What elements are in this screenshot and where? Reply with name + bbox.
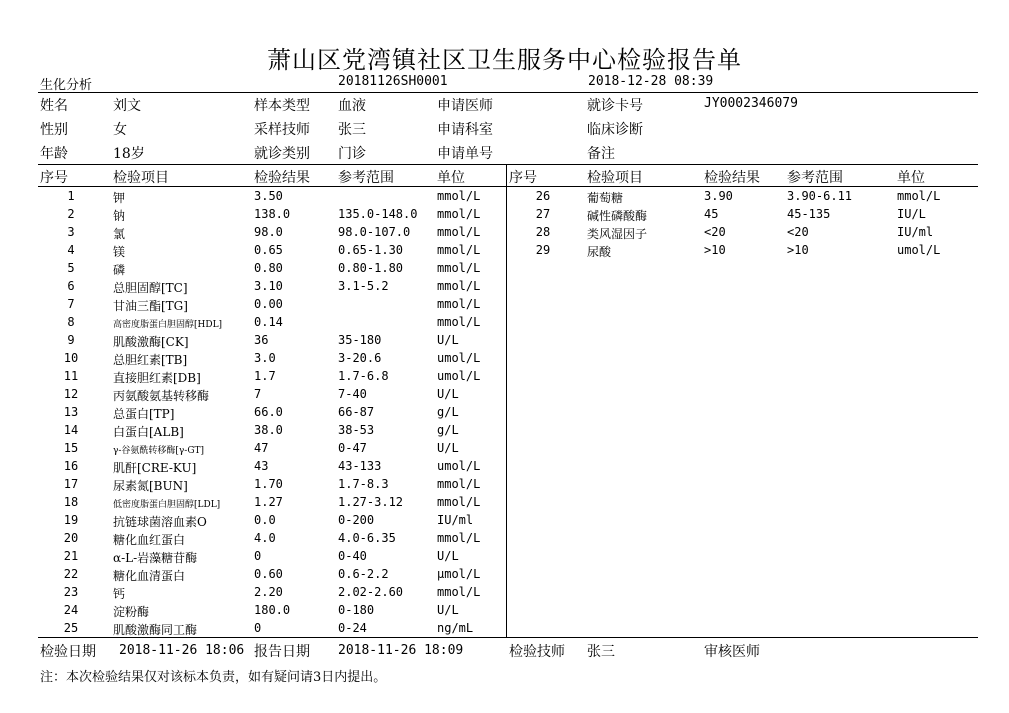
- visit-type: 门诊: [338, 146, 366, 162]
- table-row: [0, 261, 1009, 279]
- row-item: 类风湿因子: [587, 227, 648, 241]
- row-unit: μmol/L: [437, 567, 481, 581]
- row-range: 98.0-107.0: [338, 225, 411, 239]
- sample-type: 血液: [338, 98, 366, 114]
- row-number: 27: [535, 207, 551, 221]
- row-unit: umol/L: [437, 369, 481, 383]
- row-number: 3: [67, 225, 75, 239]
- row-unit: mmol/L: [437, 225, 481, 239]
- header-range-right: 参考范围: [787, 170, 843, 186]
- row-item: 尿酸: [587, 245, 612, 259]
- row-unit: mmol/L: [437, 279, 481, 293]
- row-item: 肌酸激酶同工酶: [113, 623, 198, 637]
- row-range: 0.6-2.2: [338, 567, 389, 581]
- row-result: 36: [254, 333, 269, 347]
- row-number: 16: [63, 459, 79, 473]
- row-unit: mmol/L: [437, 531, 481, 545]
- row-number: 23: [63, 585, 79, 599]
- row-range: 3-20.6: [338, 351, 382, 365]
- report-date: 2018-11-26 18:09: [338, 643, 464, 658]
- test-date: 2018-11-26 18:06: [119, 643, 245, 658]
- row-item: 直接胆红素[DB]: [113, 371, 201, 385]
- row-result: 1.7: [254, 369, 276, 383]
- row-range: 2.02-2.60: [338, 585, 404, 599]
- row-number: 12: [63, 387, 79, 401]
- row-item: 尿素氮[BUN]: [113, 479, 188, 493]
- row-unit: mmol/L: [437, 315, 481, 329]
- row-item: 淀粉酶: [113, 605, 150, 619]
- tech-label: 采样技师: [254, 122, 310, 138]
- row-number: 20: [63, 531, 79, 545]
- row-range: 38-53: [338, 423, 375, 437]
- row-item: 镁: [113, 245, 126, 259]
- table-row: [0, 369, 1009, 387]
- row-range: 4.0-6.35: [338, 531, 396, 545]
- row-unit: mmol/L: [437, 207, 481, 221]
- row-range: 0.65-1.30: [338, 243, 404, 257]
- row-number: 28: [535, 225, 551, 239]
- row-result: 0: [254, 621, 262, 635]
- table-row: [0, 243, 1009, 261]
- row-item: 钾: [113, 191, 126, 205]
- row-unit: IU/ml: [437, 513, 474, 527]
- header-range: 参考范围: [338, 170, 394, 186]
- row-range: 35-180: [338, 333, 382, 347]
- row-unit: U/L: [437, 387, 459, 401]
- table-row: [0, 495, 1009, 513]
- row-number: 6: [67, 279, 75, 293]
- row-range: 0-40: [338, 549, 367, 563]
- row-result: 3.50: [254, 189, 283, 203]
- row-result: 180.0: [254, 603, 291, 617]
- sex-label: 性别: [40, 122, 68, 138]
- row-unit: mmol/L: [437, 261, 481, 275]
- row-item: 葡萄糖: [587, 191, 624, 205]
- divider-bottom: [38, 637, 978, 638]
- row-result: 138.0: [254, 207, 291, 221]
- table-row: [0, 405, 1009, 423]
- row-item: 钠: [113, 209, 126, 223]
- row-result: 0.0: [254, 513, 276, 527]
- row-item: 糖化血清蛋白: [113, 569, 186, 583]
- row-number: 17: [63, 477, 79, 491]
- divider-header: [38, 186, 978, 187]
- row-result: 98.0: [254, 225, 283, 239]
- row-item: 钙: [113, 587, 126, 601]
- row-result: 7: [254, 387, 262, 401]
- dept-label: 申请科室: [437, 122, 493, 138]
- row-number: 22: [63, 567, 79, 581]
- row-number: 11: [63, 369, 79, 383]
- row-result: 45: [704, 207, 719, 221]
- row-result: >10: [704, 243, 726, 257]
- row-number: 7: [67, 297, 75, 311]
- row-unit: U/L: [437, 333, 459, 347]
- row-item: 氯: [113, 227, 126, 241]
- row-result: 0.60: [254, 567, 283, 581]
- row-number: 1: [67, 189, 75, 203]
- row-number: 18: [63, 495, 79, 509]
- row-result: 0.00: [254, 297, 283, 311]
- report-title: 萧山区党湾镇社区卫生服务中心检验报告单: [267, 46, 742, 74]
- print-datetime: 2018-12-28 08:39: [588, 74, 714, 89]
- report-date-label: 报告日期: [254, 644, 310, 660]
- row-result: 2.20: [254, 585, 283, 599]
- row-unit: g/L: [437, 405, 459, 419]
- age-label: 年龄: [40, 146, 68, 162]
- remark-label: 备注: [587, 146, 615, 162]
- table-row: [0, 189, 1009, 207]
- row-result: 4.0: [254, 531, 276, 545]
- row-item: 碱性磷酸酶: [587, 209, 648, 223]
- request-no-label: 申请单号: [437, 146, 493, 162]
- name-label: 姓名: [40, 98, 68, 114]
- row-range: >10: [787, 243, 809, 257]
- row-result: <20: [704, 225, 726, 239]
- table-row: [0, 603, 1009, 621]
- visit-type-label: 就诊类别: [254, 146, 310, 162]
- row-result: 1.27: [254, 495, 283, 509]
- table-row: [0, 513, 1009, 531]
- row-unit: mmol/L: [437, 297, 481, 311]
- row-unit: U/L: [437, 549, 459, 563]
- table-row: [0, 585, 1009, 603]
- row-number: 26: [535, 189, 551, 203]
- row-item: 白蛋白[ALB]: [113, 425, 184, 439]
- row-range: 135.0-148.0: [338, 207, 418, 221]
- row-number: 5: [67, 261, 75, 275]
- row-range: <20: [787, 225, 809, 239]
- row-range: 3.1-5.2: [338, 279, 389, 293]
- row-unit: g/L: [437, 423, 459, 437]
- table-row: [0, 297, 1009, 315]
- row-number: 10: [63, 351, 79, 365]
- header-result-right: 检验结果: [704, 170, 760, 186]
- row-unit: mmol/L: [897, 189, 941, 203]
- row-range: 43-133: [338, 459, 382, 473]
- row-unit: mmol/L: [437, 585, 481, 599]
- table-row: [0, 423, 1009, 441]
- row-item: 肌酸激酶[CK]: [113, 335, 189, 349]
- row-unit: ng/mL: [437, 621, 474, 635]
- row-unit: umol/L: [437, 459, 481, 473]
- row-unit: mmol/L: [437, 477, 481, 491]
- row-result: 66.0: [254, 405, 283, 419]
- row-item: 甘油三酯[TG]: [113, 299, 188, 313]
- table-row: [0, 207, 1009, 225]
- row-number: 15: [63, 441, 79, 455]
- row-item: 肌酐[CRE-KU]: [113, 461, 197, 475]
- row-number: 21: [63, 549, 79, 563]
- row-item: α-L-岩藻糖苷酶: [113, 551, 198, 565]
- row-item: 低密度脂蛋白胆固醇[LDL]: [113, 500, 221, 510]
- header-item-right: 检验项目: [587, 170, 643, 186]
- patient-name: 刘文: [113, 98, 141, 114]
- row-number: 13: [63, 405, 79, 419]
- table-row: [0, 225, 1009, 243]
- row-unit: mmol/L: [437, 189, 481, 203]
- row-range: 0-200: [338, 513, 375, 527]
- header-item: 检验项目: [113, 170, 169, 186]
- row-item: 抗链球菌溶血素O: [113, 515, 207, 529]
- table-row: [0, 387, 1009, 405]
- row-unit: mmol/L: [437, 243, 481, 257]
- row-unit: umol/L: [437, 351, 481, 365]
- card-label: 就诊卡号: [587, 98, 643, 114]
- table-row: [0, 441, 1009, 459]
- row-unit: U/L: [437, 441, 459, 455]
- row-result: 0.14: [254, 315, 283, 329]
- row-number: 9: [67, 333, 75, 347]
- table-row: [0, 351, 1009, 369]
- disclaimer-note: 注：本次检验结果仅对该标本负责，如有疑问请3日内提出。: [40, 670, 387, 685]
- row-result: 47: [254, 441, 269, 455]
- row-result: 38.0: [254, 423, 283, 437]
- row-number: 8: [67, 315, 75, 329]
- row-range: 0.80-1.80: [338, 261, 404, 275]
- row-item: 糖化血红蛋白: [113, 533, 186, 547]
- sampling-tech: 张三: [338, 122, 366, 138]
- row-number: 19: [63, 513, 79, 527]
- sample-id: 20181126SH0001: [338, 74, 448, 89]
- table-row: [0, 315, 1009, 333]
- doctor-label: 申请医师: [437, 98, 493, 114]
- row-item: γ-谷氨酰转移酶[γ-GT]: [113, 446, 205, 456]
- row-unit: umol/L: [897, 243, 941, 257]
- row-range: 1.27-3.12: [338, 495, 404, 509]
- divider-top: [38, 92, 978, 93]
- divider-table-top: [38, 164, 978, 165]
- row-item: 总蛋白[TP]: [113, 407, 175, 421]
- diagnosis-label: 临床诊断: [587, 122, 643, 138]
- row-unit: mmol/L: [437, 495, 481, 509]
- row-number: 29: [535, 243, 551, 257]
- row-number: 14: [63, 423, 79, 437]
- row-result: 0.80: [254, 261, 283, 275]
- row-number: 25: [63, 621, 79, 635]
- row-item: 高密度脂蛋白胆固醇[HDL]: [113, 320, 223, 330]
- row-number: 4: [67, 243, 75, 257]
- row-number: 2: [67, 207, 75, 221]
- test-date-label: 检验日期: [40, 644, 96, 660]
- row-range: 0-24: [338, 621, 367, 635]
- report-category: 生化分析: [40, 78, 93, 93]
- table-row: [0, 567, 1009, 585]
- tester-name: 张三: [587, 644, 615, 660]
- row-result: 0: [254, 549, 262, 563]
- row-range: 7-40: [338, 387, 367, 401]
- table-row: [0, 477, 1009, 495]
- header-no: 序号: [40, 170, 68, 186]
- row-item: 总胆红素[TB]: [113, 353, 188, 367]
- row-range: 3.90-6.11: [787, 189, 853, 203]
- patient-sex: 女: [113, 122, 127, 138]
- reviewer-label: 审核医师: [704, 644, 760, 660]
- patient-age: 18岁: [113, 146, 145, 162]
- row-item: 磷: [113, 263, 126, 277]
- header-unit: 单位: [437, 170, 465, 186]
- row-range: 66-87: [338, 405, 375, 419]
- row-item: 丙氨酸氨基转移酶: [113, 389, 210, 403]
- header-unit-right: 单位: [897, 170, 925, 186]
- row-unit: U/L: [437, 603, 459, 617]
- row-result: 3.90: [704, 189, 733, 203]
- sample-type-label: 样本类型: [254, 98, 310, 114]
- row-result: 3.10: [254, 279, 283, 293]
- header-no-right: 序号: [509, 170, 537, 186]
- row-result: 1.70: [254, 477, 283, 491]
- row-result: 3.0: [254, 351, 276, 365]
- row-item: 总胆固醇[TC]: [113, 281, 188, 295]
- card-number: JY0002346079: [704, 96, 798, 111]
- row-result: 43: [254, 459, 269, 473]
- row-range: 45-135: [787, 207, 831, 221]
- header-result: 检验结果: [254, 170, 310, 186]
- row-unit: IU/ml: [897, 225, 934, 239]
- row-number: 24: [63, 603, 79, 617]
- row-range: 1.7-8.3: [338, 477, 389, 491]
- row-result: 0.65: [254, 243, 283, 257]
- table-row: [0, 279, 1009, 297]
- table-row: [0, 333, 1009, 351]
- table-row: [0, 459, 1009, 477]
- row-unit: IU/L: [897, 207, 926, 221]
- row-range: 0-47: [338, 441, 367, 455]
- row-range: 1.7-6.8: [338, 369, 389, 383]
- table-row: [0, 531, 1009, 549]
- tester-label: 检验技师: [509, 644, 565, 660]
- row-range: 0-180: [338, 603, 375, 617]
- table-row: [0, 549, 1009, 567]
